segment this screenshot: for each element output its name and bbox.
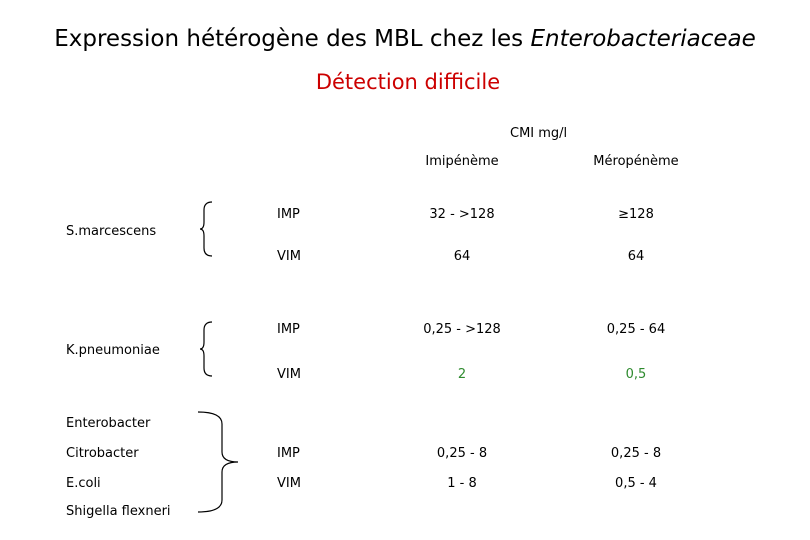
column-header-meropeneme: Méropénème bbox=[593, 154, 679, 169]
enzyme-label: IMP bbox=[277, 322, 300, 337]
meropeneme-value: 0,25 - 64 bbox=[606, 322, 666, 337]
imipeneme-value: 32 - >128 bbox=[429, 207, 495, 222]
meropeneme-value: 0,25 - 8 bbox=[610, 446, 662, 461]
organism-label: K.pneumoniae bbox=[66, 343, 160, 358]
meropeneme-value: 64 bbox=[627, 249, 645, 264]
slide-subtitle: Détection difficile bbox=[315, 70, 501, 94]
unit-header: CMI mg/l bbox=[510, 126, 568, 141]
slide-title bbox=[0, 26, 810, 52]
enzyme-label: VIM bbox=[277, 249, 301, 264]
imipeneme-value: 2 bbox=[457, 367, 467, 382]
organism-label: E.coli bbox=[66, 476, 101, 491]
enzyme-label: VIM bbox=[277, 476, 301, 491]
organism-label: S.marcescens bbox=[66, 224, 157, 239]
enzyme-label: VIM bbox=[277, 367, 301, 382]
meropeneme-value: 0,5 bbox=[625, 367, 647, 382]
enzyme-label: IMP bbox=[277, 446, 300, 461]
organism-label: Enterobacter bbox=[66, 416, 151, 431]
title-text: Expression hétérogène des MBL chez les bbox=[54, 26, 531, 52]
meropeneme-value: ≥128 bbox=[618, 207, 654, 222]
closing-brace-icon bbox=[196, 410, 244, 514]
brace-icon bbox=[200, 320, 214, 378]
imipeneme-value: 0,25 - 8 bbox=[436, 446, 488, 461]
organism-label: Shigella flexneri bbox=[66, 504, 171, 519]
organism-label: Citrobacter bbox=[66, 446, 139, 461]
meropeneme-value: 0,5 - 4 bbox=[615, 476, 657, 491]
title-italic-text: Enterobacteriaceae bbox=[530, 26, 756, 52]
enzyme-label: IMP bbox=[277, 207, 300, 222]
brace-icon bbox=[200, 200, 214, 258]
imipeneme-value: 1 - 8 bbox=[447, 476, 477, 491]
column-header-imipeneme: Imipénème bbox=[425, 154, 499, 169]
imipeneme-value: 64 bbox=[453, 249, 471, 264]
imipeneme-value: 0,25 - >128 bbox=[423, 322, 501, 337]
